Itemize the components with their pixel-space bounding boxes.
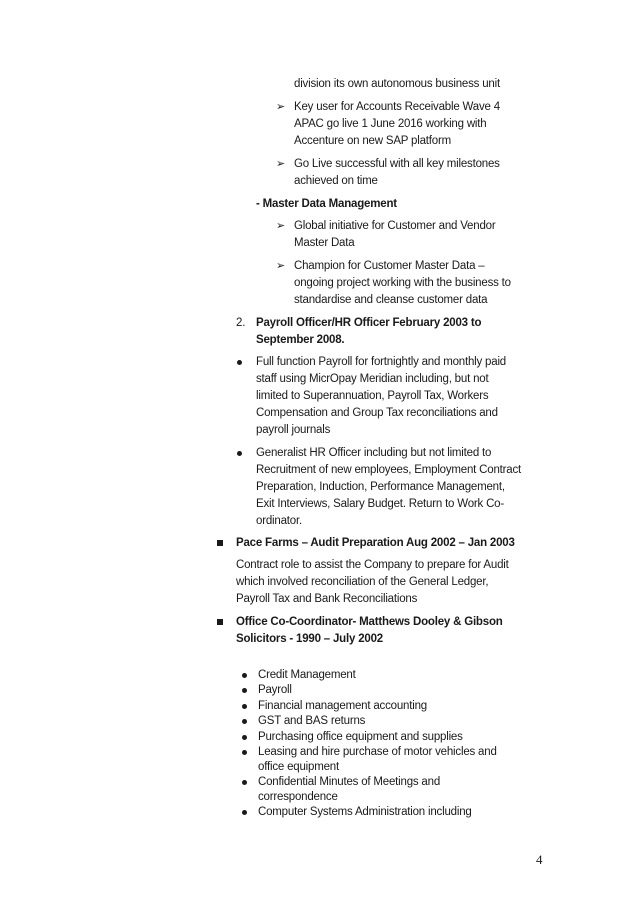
bullet-text: payroll journals: [256, 424, 331, 436]
page-number: 4: [536, 852, 543, 867]
bullet-text: GST and BAS returns: [258, 715, 366, 727]
bullet-text: Generalist HR Officer including but not limited to: [256, 447, 492, 459]
bullet-text: Financial management accounting: [258, 700, 427, 712]
mdm-heading: - Master Data Management: [256, 198, 397, 210]
bullet-icon: [242, 780, 247, 785]
arrow-item-text: achieved on time: [294, 175, 378, 187]
role-title: Payroll Officer/HR Officer February 2003 to: [256, 317, 482, 329]
job-description: Payroll Tax and Bank Reconciliations: [236, 593, 418, 605]
role-title: September 2008.: [256, 334, 345, 346]
job-title: Office Co-Coordinator- Matthews Dooley & Gibson: [236, 616, 503, 628]
bullet-text: ordinator.: [256, 515, 302, 527]
bullet-text: correspondence: [258, 791, 338, 803]
arrow-item-text: Global initiative for Customer and Vendor: [294, 220, 496, 232]
bullet-text: office equipment: [258, 761, 339, 773]
arrow-item-text: Key user for Accounts Receivable Wave 4: [294, 101, 500, 113]
bullet-text: staff using MicrOpay Meridian including, but not: [256, 373, 489, 385]
bullet-text: Full function Payroll for fortnightly and monthly paid: [256, 356, 506, 368]
job-title: Solicitors - 1990 – July 2002: [236, 633, 383, 645]
bullet-text: limited to Superannuation, Payroll Tax, Workers: [256, 390, 489, 402]
bullet-text: Exit Interviews, Salary Budget. Return to Work Co-: [256, 498, 504, 510]
role-number: 2.: [236, 317, 246, 329]
arrow-bullet-icon: ➢: [276, 260, 286, 272]
bullet-text: Recruitment of new employees, Employment Contract: [256, 464, 522, 476]
arrow-item-text: Accenture on new SAP platform: [294, 135, 451, 147]
arrow-bullet-icon: ➢: [276, 101, 286, 113]
bullet-icon: [242, 688, 247, 693]
bullet-text: Preparation, Induction, Performance Management,: [256, 481, 505, 493]
job-description: Contract role to assist the Company to prepare for Audit: [236, 559, 509, 571]
arrow-bullet-icon: ➢: [276, 158, 286, 170]
bullet-icon: [242, 673, 247, 678]
job-title: Pace Farms – Audit Preparation Aug 2002 – Jan 2003: [236, 537, 515, 549]
bullet-text: Credit Management: [258, 669, 356, 681]
bullet-text: Leasing and hire purchase of motor vehicles and: [258, 746, 497, 758]
bullet-icon: [242, 810, 247, 815]
job-description: which involved reconciliation of the General Ledger,: [236, 576, 489, 588]
square-bullet-icon: [217, 540, 223, 546]
intro-line: division its own autonomous business unit: [294, 78, 500, 90]
arrow-item-text: ongoing project working with the business to: [294, 277, 511, 289]
bullet-icon: [242, 704, 247, 709]
bullet-text: Compensation and Group Tax reconciliations and: [256, 407, 498, 419]
arrow-item-text: standardise and cleanse customer data: [294, 294, 488, 306]
arrow-item-text: Go Live successful with all key milestones: [294, 158, 500, 170]
arrow-item-text: Champion for Customer Master Data –: [294, 260, 485, 272]
arrow-bullet-icon: ➢: [276, 220, 286, 232]
bullet-icon: [242, 750, 247, 755]
arrow-item-text: APAC go live 1 June 2016 working with: [294, 118, 487, 130]
bullet-icon: [237, 451, 242, 456]
bullet-icon: [237, 360, 242, 365]
bullet-text: Computer Systems Administration including: [258, 806, 472, 818]
square-bullet-icon: [217, 619, 223, 625]
bullet-text: Payroll: [258, 684, 292, 696]
arrow-item-text: Master Data: [294, 237, 355, 249]
bullet-text: Purchasing office equipment and supplies: [258, 731, 463, 743]
bullet-icon: [242, 719, 247, 724]
bullet-text: Confidential Minutes of Meetings and: [258, 776, 441, 788]
bullet-icon: [242, 735, 247, 740]
